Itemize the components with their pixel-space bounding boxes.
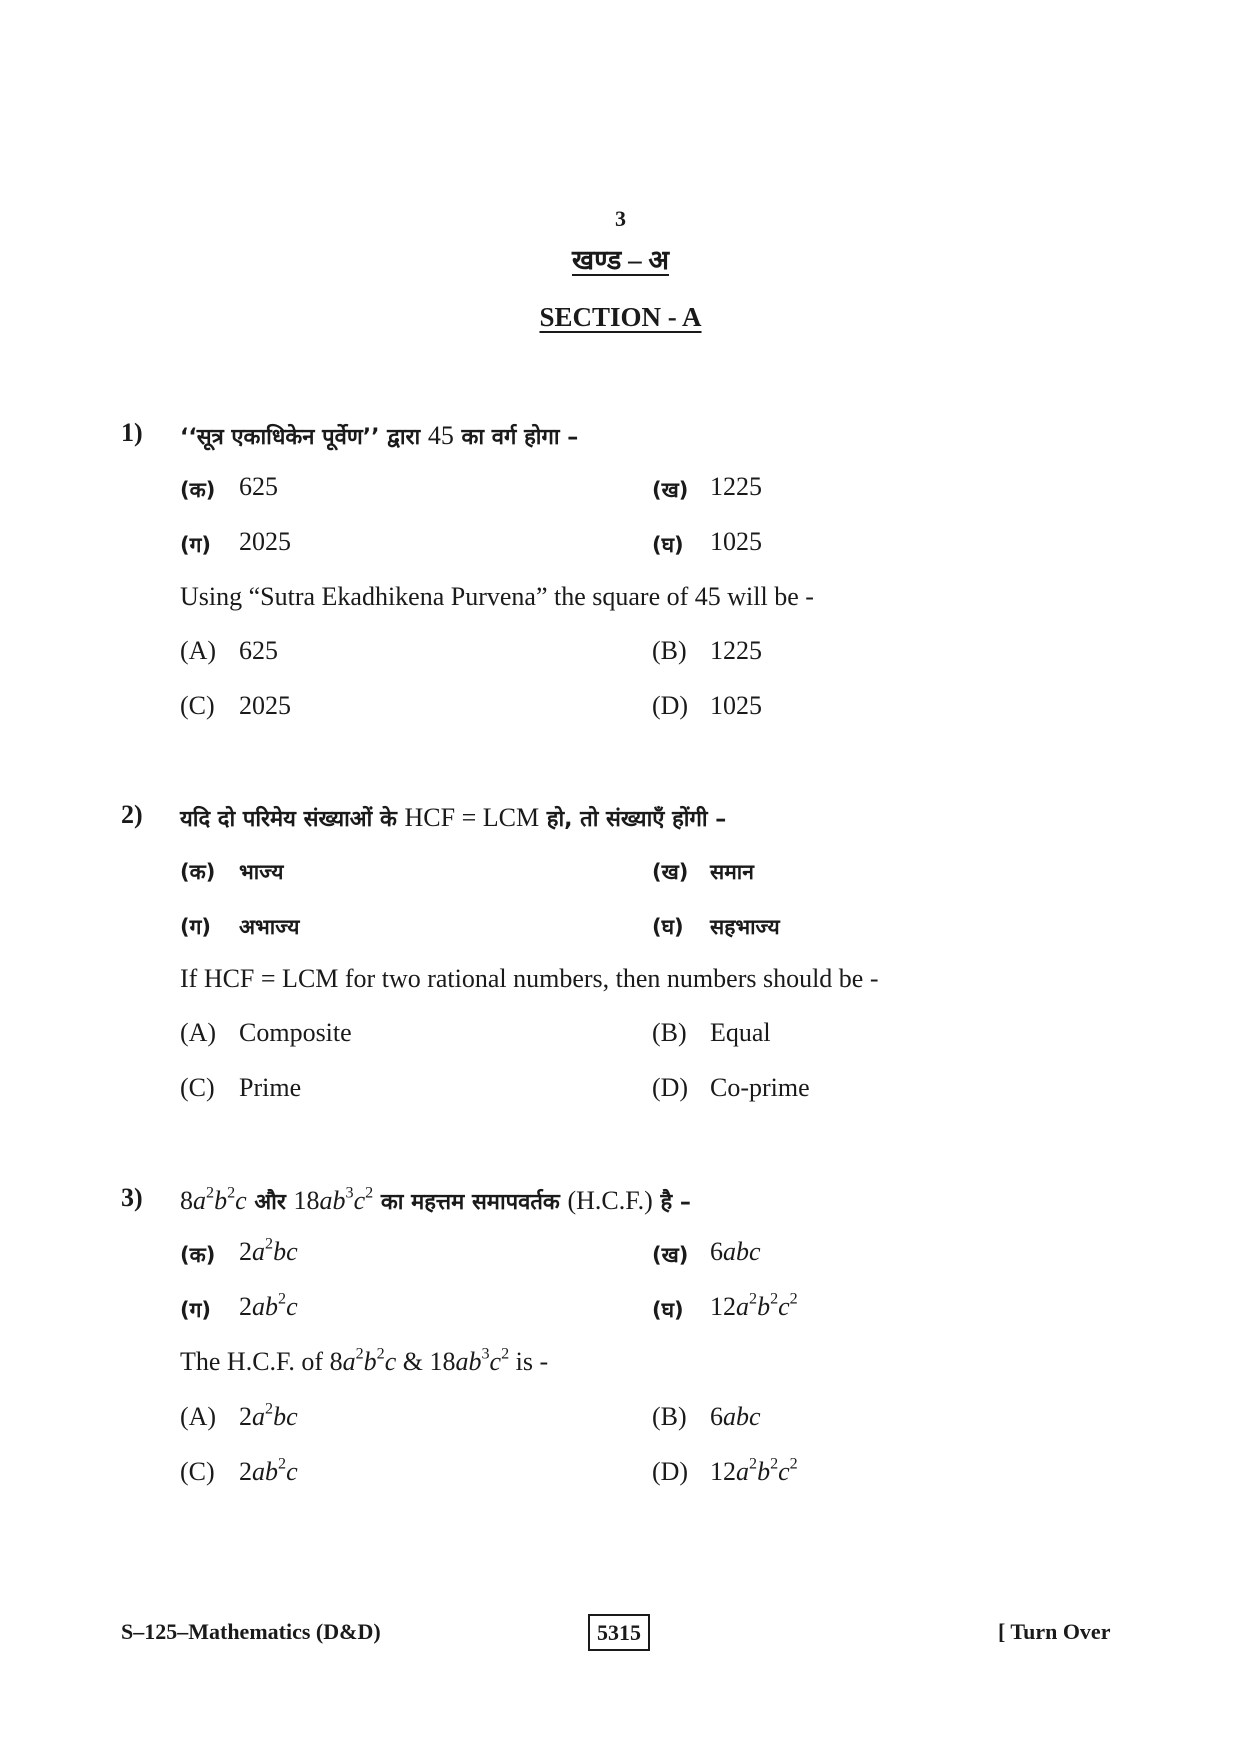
q2-hi-option-text: समान	[710, 860, 754, 884]
question-3-english: The H.C.F. of $8a^2b^2c$ & $18ab^3c^2$ is -	[180, 1345, 549, 1376]
q1-hi-option-text: 1225	[710, 472, 762, 501]
q2-en-option-label: (C)	[180, 1073, 215, 1102]
q2-en-option-text: Prime	[239, 1073, 302, 1102]
q3-en-option-text: $2ab^2c$	[239, 1455, 298, 1486]
footer-paper-code: 5315	[588, 1614, 650, 1651]
q1-hi-option-label: (क)	[180, 478, 216, 502]
question-1-hindi: ‘‘सूत्र एकाधिकेन पूर्वेण’’ द्वारा 45 का वर्ग होगा –	[180, 421, 579, 450]
q1-en-option-label: (B)	[652, 636, 687, 665]
question-3-number: 3)	[121, 1183, 143, 1212]
question-2-number: 2)	[121, 800, 143, 829]
q1-hi-option-label: (घ)	[652, 533, 684, 557]
q1-en-option-label: (A)	[180, 636, 217, 665]
question-1-english: Using “Sutra Ekadhikena Purvena” the square of 45 will be -	[180, 582, 814, 611]
section-heading: SECTION - A	[539, 302, 702, 332]
q1-hi-option-text: 625	[239, 472, 278, 501]
q3-hi-option-text: $12a^2b^2c^2$	[710, 1290, 798, 1321]
q2-en-option-text: Co-prime	[710, 1073, 810, 1102]
q1-en-option-text: 1025	[710, 691, 762, 720]
q2-hi-option-text: अभाज्य	[239, 915, 300, 939]
q3-en-option-label: (A)	[180, 1402, 217, 1431]
khand-heading: खण्ड – अ	[572, 245, 669, 275]
q3-hi-option-text: $2a^2bc$	[239, 1235, 298, 1266]
page-number: 3	[615, 206, 626, 231]
question-2-english: If HCF = LCM for two rational numbers, then numbers should be -	[180, 964, 879, 993]
q3-en-option-text: $12a^2b^2c^2$	[710, 1455, 798, 1486]
q3-hi-option-label: (घ)	[652, 1298, 684, 1322]
footer-turn-over: [ Turn Over	[998, 1619, 1111, 1644]
q1-hi-option-text: 1025	[710, 527, 762, 556]
q1-hi-option-label: (ग)	[180, 533, 212, 557]
q3-hi-option-label: (क)	[180, 1243, 216, 1267]
q3-hi-option-text: 6abc	[710, 1237, 761, 1266]
q3-en-option-label: (C)	[180, 1457, 215, 1486]
q1-en-option-text: 2025	[239, 691, 291, 720]
q2-hi-option-label: (ग)	[180, 915, 212, 939]
q3-en-option-text: $2a^2bc$	[239, 1400, 298, 1431]
q1-hi-option-label: (ख)	[652, 478, 689, 502]
q2-hi-option-label: (ख)	[652, 860, 689, 884]
footer-subject-code: S–125–Mathematics (D&D)	[121, 1619, 381, 1644]
q1-en-option-label: (D)	[652, 691, 689, 720]
question-1-number: 1)	[121, 418, 143, 447]
q3-hi-option-label: (ख)	[652, 1243, 689, 1267]
q2-en-option-label: (A)	[180, 1018, 217, 1047]
q2-en-option-text: Equal	[710, 1018, 771, 1047]
q2-en-option-label: (D)	[652, 1073, 689, 1102]
q3-en-option-label: (B)	[652, 1402, 687, 1431]
q3-en-option-label: (D)	[652, 1457, 689, 1486]
q3-hi-option-label: (ग)	[180, 1298, 212, 1322]
q1-en-option-text: 1225	[710, 636, 762, 665]
q1-en-option-text: 625	[239, 636, 278, 665]
q3-hi-option-text: $2ab^2c$	[239, 1290, 298, 1321]
q2-hi-option-text: सहभाज्य	[710, 915, 780, 939]
q2-hi-option-label: (क)	[180, 860, 216, 884]
q1-hi-option-text: 2025	[239, 527, 291, 556]
q2-hi-option-text: भाज्य	[239, 860, 284, 884]
q2-hi-option-label: (घ)	[652, 915, 684, 939]
q3-en-option-text: 6abc	[710, 1402, 761, 1431]
q2-en-option-label: (B)	[652, 1018, 687, 1047]
question-3-hindi: $8a^2b^2c$ और $18ab^3c^2$ का महत्तम समापवर्तक (H.C.F.) है –	[180, 1184, 691, 1215]
q2-en-option-text: Composite	[239, 1018, 352, 1047]
question-2-hindi: यदि दो परिमेय संख्याओं के HCF = LCM हो, तो संख्याएँ होंगी –	[180, 803, 727, 832]
q1-en-option-label: (C)	[180, 691, 215, 720]
